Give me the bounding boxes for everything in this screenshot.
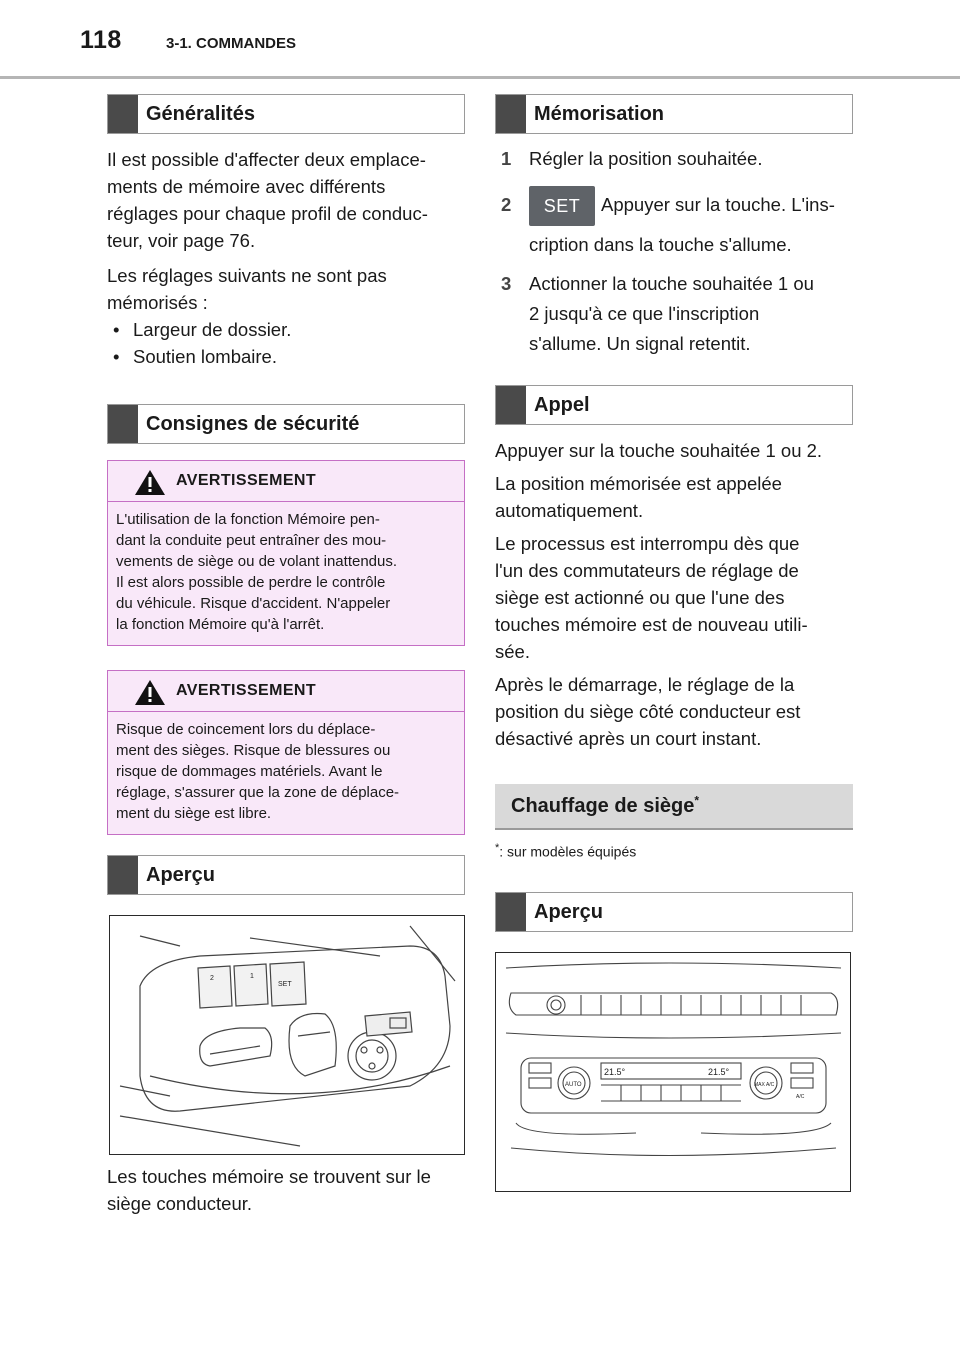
figure-label-2: 2 xyxy=(210,975,214,982)
chapter-title: 3-1. COMMANDES xyxy=(166,35,297,52)
bullet-list xyxy=(107,316,465,370)
step-2: 2 SET Appuyer sur la touche. L'ins- xyxy=(495,185,853,226)
section-consignes xyxy=(107,404,465,444)
seat-controls-figure xyxy=(109,915,465,1155)
section-bar xyxy=(496,386,526,424)
section-bar xyxy=(108,856,138,894)
section-title: Mémorisation xyxy=(534,103,665,125)
appel-paragraph-2: La position mémorisée est appelée automatiquement. xyxy=(495,473,782,522)
set-key-icon: SET xyxy=(529,186,595,226)
warning-box-1 xyxy=(107,460,465,646)
warning-text: Risque de coincement lors du déplace- ment des sièges. Risque de blessures ou risque de dommages matériels. Avant le réglage, s'assurer que la zone de déplace- ment du siège est libre. xyxy=(116,721,400,822)
warning-title: AVERTISSEMENT xyxy=(176,472,317,489)
section-title: Appel xyxy=(534,394,590,417)
footnote: *: sur modèles équipés xyxy=(495,842,637,860)
appel-paragraph-1: Appuyer sur la touche souhaitée 1 ou 2. xyxy=(495,440,823,462)
section-apercu xyxy=(107,855,465,895)
section-title: Aperçu xyxy=(146,864,215,886)
section-title: Consignes de sécurité xyxy=(146,413,360,435)
seat-controls-illustration xyxy=(110,916,464,1154)
warning-title: AVERTISSEMENT xyxy=(176,682,317,699)
warning-triangle-icon xyxy=(134,679,166,706)
section-appel xyxy=(495,385,853,425)
step-1: 1 Régler la position souhaitée. xyxy=(501,148,763,169)
warning-text: L'utilisation de la fonction Mémoire pen- dant la conduite peut entraîner des mou- vements de siège ou de volant inattendus. Il est alors possible de perdre le contrôle du véhicule. Risque d'accident. N'appeler la fonction Mémoire qu'à l'arrêt. xyxy=(116,511,398,633)
warning-header xyxy=(108,461,464,502)
section-chauffage xyxy=(495,784,853,830)
section-title: Aperçu xyxy=(534,900,603,923)
step-2-continued: cription dans la touche s'allume. xyxy=(529,234,792,256)
warning-header xyxy=(108,671,464,712)
appel-paragraph-3: Le processus est interrompu dès que l'un des commutateurs de réglage de siège est actionné ou que l'une des touches mémoire est de nouveau utili- sée. xyxy=(495,533,808,663)
section-bar xyxy=(108,95,138,133)
section-title: Généralités xyxy=(146,103,255,125)
list-item: • Largeur de dossier. xyxy=(107,316,465,343)
generalites-paragraph-1: Il est possible d'affecter deux emplace- ments de mémoire avec différents réglages pour chaque profil de conduc- teur, voir page 76. xyxy=(107,149,428,251)
appel-paragraph-4: Après le démarrage, le réglage de la position du siège côté conducteur est désactivé après un court instant. xyxy=(495,674,801,750)
section-bar xyxy=(496,893,526,931)
climate-panel-figure xyxy=(495,952,851,1192)
section-generalites xyxy=(107,94,465,134)
auto-label: AUTO xyxy=(565,1081,582,1088)
section-bar xyxy=(496,95,526,133)
warning-box-2 xyxy=(107,670,465,835)
page-number: 118 xyxy=(80,26,122,54)
left-column xyxy=(107,94,465,1217)
temp-left-readout: 21.5° xyxy=(604,1066,626,1077)
apercu-caption: Les touches mémoire se trouvent sur le siège conducteur. xyxy=(107,1166,431,1214)
climate-panel-illustration xyxy=(496,953,850,1191)
section-apercu-2 xyxy=(495,892,853,932)
section-memorisation xyxy=(495,94,853,134)
right-column xyxy=(495,94,853,1192)
ac-label: A/C xyxy=(796,1093,805,1100)
generalites-paragraph-2: Les réglages suivants ne sont pas mémorisés : xyxy=(107,265,387,313)
figure-label-set: SET xyxy=(278,981,292,988)
section-title: Chauffage de siège* xyxy=(511,793,700,818)
warning-triangle-icon xyxy=(134,469,166,496)
header-rule xyxy=(0,76,960,79)
list-item: • Soutien lombaire. xyxy=(107,343,465,370)
section-bar xyxy=(108,405,138,443)
max-ac-label: MAX A/C xyxy=(754,1081,775,1088)
temp-right-readout: 21.5° xyxy=(708,1066,730,1077)
step-3: 3 Actionner la touche souhaitée 1 ou 2 jusqu'à ce que l'inscription s'allume. Un signal retentit. xyxy=(501,273,814,355)
figure-label-1: 1 xyxy=(250,973,254,980)
